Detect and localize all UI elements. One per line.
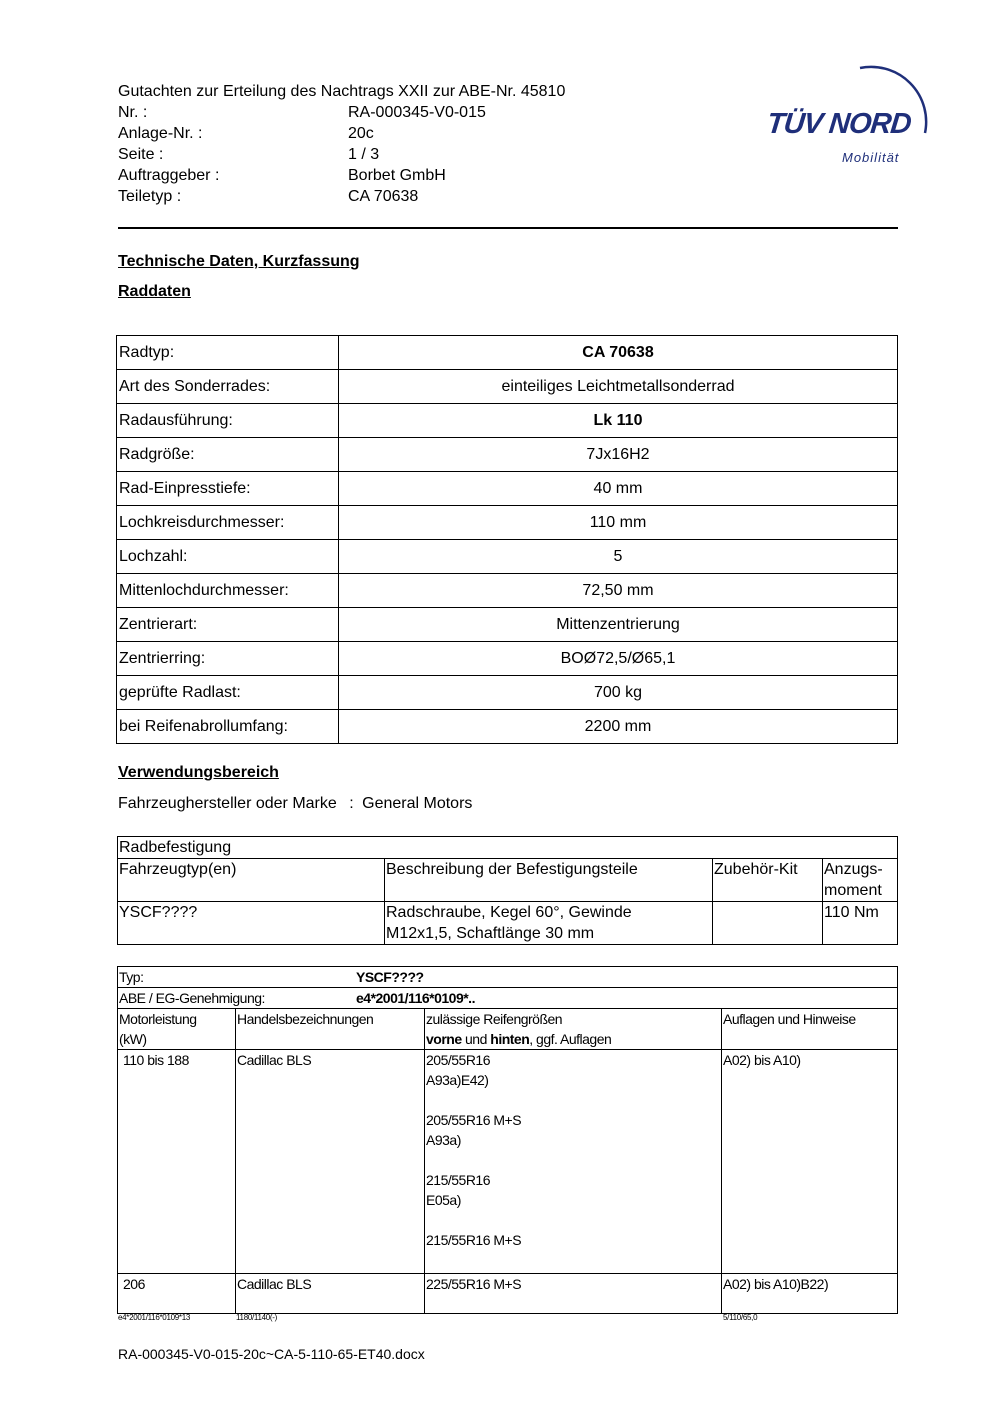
- raddaten-value: 5: [339, 540, 898, 574]
- header-reifen: [425, 1009, 722, 1050]
- header-row: [118, 102, 565, 123]
- row1-auflagen: A02) bis A10): [722, 1050, 898, 1274]
- header-zubehoer: Zubehör-Kit: [713, 859, 823, 902]
- typ-row: [118, 967, 898, 988]
- tyre-line: A93a)E42): [426, 1072, 489, 1088]
- header-row-value: 20c: [348, 125, 374, 142]
- raddaten-table: [116, 335, 898, 744]
- raddaten-label: Mittenlochdurchmesser:: [117, 574, 339, 608]
- manufacturer-line: [118, 795, 472, 813]
- raddaten-value: BOØ72,5/Ø65,1: [339, 642, 898, 676]
- header-reifen-line2: [426, 1029, 720, 1049]
- raddaten-value: 110 mm: [339, 506, 898, 540]
- raddaten-label: Radtyp:: [117, 336, 339, 370]
- row-beschreibung: [385, 902, 713, 945]
- header-row-label: Nr. :: [118, 104, 148, 121]
- manufacturer-value: General Motors: [362, 795, 473, 812]
- raddaten-value: CA 70638: [339, 336, 898, 370]
- raddaten-value: Mittenzentrierung: [339, 608, 898, 642]
- row-typ: YSCF????: [118, 902, 385, 945]
- raddaten-value: 700 kg: [339, 676, 898, 710]
- raddaten-label: bei Reifenabrollumfang:: [117, 710, 339, 744]
- header-motor: [118, 1009, 236, 1050]
- raddaten-value: einteiliges Leichtmetallsonderrad: [339, 370, 898, 404]
- raddaten-row: [117, 506, 898, 540]
- typ-table: [117, 966, 898, 1314]
- header-anzugs: Anzugs-: [824, 861, 883, 878]
- row-torque: 110 Nm: [823, 902, 898, 945]
- header-row-label: Teiletyp :: [118, 188, 182, 205]
- radbefestigung-title: Radbefestigung: [118, 837, 898, 859]
- raddaten-row: [117, 574, 898, 608]
- raddaten-value: Lk 110: [339, 404, 898, 438]
- typ-label: Typ:: [119, 969, 144, 985]
- manufacturer-sep: :: [349, 795, 354, 812]
- header-handel: Handelsbezeichnungen: [236, 1009, 425, 1050]
- row1-motor: 110 bis 188: [118, 1050, 236, 1274]
- abe-label: ABE / EG-Genehmigung:: [119, 990, 265, 1006]
- footer-filename: RA-000345-V0-015-20c~CA-5-110-65-ET40.docx: [118, 1346, 425, 1362]
- logo-brand: TÜV NORD: [765, 108, 913, 140]
- tuev-nord-logo: [765, 58, 945, 173]
- raddaten-label: Lochzahl:: [117, 540, 339, 574]
- header-row: [118, 186, 565, 207]
- raddaten-value: 72,50 mm: [339, 574, 898, 608]
- typ-value: YSCF????: [356, 969, 424, 985]
- row-desc-line2: M12x1,5, Schaftlänge 30 mm: [386, 925, 595, 942]
- header-auflagen-rest: , ggf. Auflagen: [529, 1031, 612, 1047]
- logo-subtitle: Mobilität: [842, 150, 900, 165]
- footnote-bolt: 5/110/65,0: [723, 1313, 758, 1322]
- header-auflagen: Auflagen und Hinweise: [722, 1009, 898, 1050]
- header-row-value: Borbet GmbH: [348, 167, 446, 184]
- raddaten-label: Radgröße:: [117, 438, 339, 472]
- header-vorne: vorne: [426, 1031, 462, 1047]
- tyre-line: 205/55R16 M+S: [426, 1112, 522, 1128]
- row1-handel: Cadillac BLS: [236, 1050, 425, 1274]
- document-title: Gutachten zur Erteilung des Nachtrags XXII zur ABE-Nr. 45810: [118, 83, 566, 100]
- raddaten-row: [117, 676, 898, 710]
- raddaten-row: [117, 540, 898, 574]
- footnote-approval: e4*2001/116*0109*13: [118, 1313, 191, 1322]
- row1-tyres: [425, 1050, 722, 1274]
- header-motor-line1: Motorleistung: [119, 1011, 197, 1027]
- header-row: [118, 165, 565, 186]
- raddaten-row: [117, 336, 898, 370]
- raddaten-row: [117, 608, 898, 642]
- header-anzugsmoment: [823, 859, 898, 902]
- header-row-label: Auftraggeber :: [118, 167, 220, 184]
- raddaten-label: Lochkreisdurchmesser:: [117, 506, 339, 540]
- row2-auflagen: A02) bis A10)B22): [722, 1274, 898, 1314]
- row2-handel: Cadillac BLS: [236, 1274, 425, 1314]
- raddaten-label: geprüfte Radlast:: [117, 676, 339, 710]
- header-row-label: Anlage-Nr. :: [118, 125, 203, 142]
- raddaten-label: Zentrierring:: [117, 642, 339, 676]
- raddaten-row: [117, 710, 898, 744]
- abe-row: [118, 988, 898, 1009]
- raddaten-label: Rad-Einpresstiefe:: [117, 472, 339, 506]
- tyre-line: 215/55R16: [426, 1172, 491, 1188]
- section-title: Technische Daten, Kurzfassung: [118, 253, 360, 270]
- header-und: und: [461, 1031, 491, 1047]
- raddaten-row: [117, 438, 898, 472]
- raddaten-label: Art des Sonderrades:: [117, 370, 339, 404]
- header-moment: moment: [824, 882, 882, 899]
- raddaten-label: Radausführung:: [117, 404, 339, 438]
- tyre-line: E05a): [426, 1192, 461, 1208]
- raddaten-value: 40 mm: [339, 472, 898, 506]
- header-fahrzeugtyp: Fahrzeugtyp(en): [118, 859, 385, 902]
- header-row-value: 1 / 3: [348, 146, 380, 163]
- header-row-value: RA-000345-V0-015: [348, 104, 486, 121]
- header-row-value: CA 70638: [348, 188, 419, 205]
- manufacturer-label: Fahrzeughersteller oder Marke: [118, 795, 337, 812]
- header-hinten: hinten: [490, 1031, 530, 1047]
- header-row-label: Seite :: [118, 146, 164, 163]
- tyre-line: A93a): [426, 1132, 461, 1148]
- raddaten-value: 2200 mm: [339, 710, 898, 744]
- document-header: [118, 81, 565, 207]
- radbefestigung-table: [117, 836, 898, 945]
- raddaten-row: [117, 642, 898, 676]
- raddaten-title: Raddaten: [118, 283, 191, 300]
- row-kit: [713, 902, 823, 945]
- tyre-line: [426, 1150, 720, 1170]
- abe-value: e4*2001/116*0109*..: [356, 990, 475, 1006]
- tyre-line: 225/55R16 M+S: [426, 1276, 522, 1292]
- raddaten-label: Zentrierart:: [117, 608, 339, 642]
- raddaten-row: [117, 472, 898, 506]
- raddaten-row: [117, 370, 898, 404]
- tyre-line: [426, 1210, 720, 1230]
- header-row: [118, 123, 565, 144]
- tyre-line: 215/55R16 M+S: [426, 1232, 522, 1248]
- row2-motor: 206: [118, 1274, 236, 1314]
- row-desc-line1: Radschraube, Kegel 60°, Gewinde: [386, 904, 632, 921]
- header-motor-line2: (kW): [119, 1031, 147, 1047]
- footnote-weights: 1180/1140(-): [236, 1313, 278, 1322]
- verwendung-title: Verwendungsbereich: [118, 764, 279, 781]
- tyre-line: [426, 1090, 720, 1110]
- tyre-line: 205/55R16: [426, 1052, 491, 1068]
- header-reifen-line1: zulässige Reifengrößen: [426, 1011, 563, 1027]
- header-row: [118, 144, 565, 165]
- header-divider: [118, 227, 898, 229]
- row2-tyres: [425, 1274, 722, 1314]
- raddaten-value: 7Jx16H2: [339, 438, 898, 472]
- raddaten-row: [117, 404, 898, 438]
- header-beschreibung: Beschreibung der Befestigungsteile: [385, 859, 713, 902]
